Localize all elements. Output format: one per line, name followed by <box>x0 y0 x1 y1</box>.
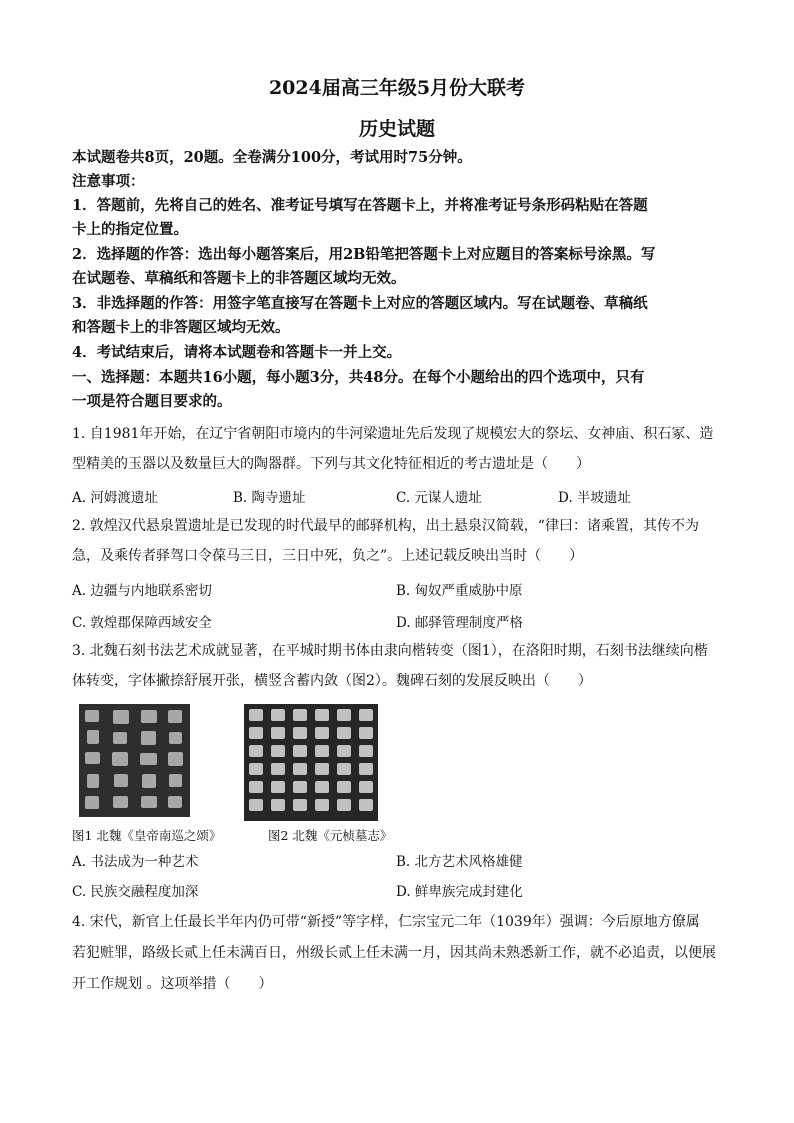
q3-option-b: B. 北方艺术风格雄健 <box>396 854 523 870</box>
figure-1-caption: 图1 北魏《皇帝南巡之颂》 <box>72 828 222 843</box>
q1-option-a: A. 河姆渡遗址 <box>72 490 158 506</box>
section1-heading-line-2: 一项是符合题目要求的。 <box>72 393 232 410</box>
exam-subject: 历史试题 <box>358 118 435 140</box>
q2-option-c: C. 敦煌郡保障西域安全 <box>72 615 212 631</box>
q4-stem-line-2: 若犯赃罪，路级长贰上任未满百日，州级长贰上任未满一月，因其尚未熟悉新工作，就不必追责，以便展 <box>72 945 716 961</box>
q2-option-d: D. 邮驿管理制度严格 <box>396 615 523 631</box>
q3-option-c: C. 民族交融程度加深 <box>72 884 199 900</box>
figure-2-rubbing-image <box>244 704 378 821</box>
exam-title: 2024届高三年级5月份大联考 <box>268 77 526 99</box>
q1-stem-line-1: 1. 自1981年开始，在辽宁省朝阳市境内的牛河梁遗址先后发现了规模宏大的祭坛、女神庙、积石冢、造 <box>72 426 714 442</box>
exam-summary: 本试题卷共8页，20题。全卷满分100分，考试用时75分钟。 <box>72 149 472 166</box>
q3-option-d: D. 鲜卑族完成封建化 <box>396 884 523 900</box>
q3-stem-line-2: 体转变，字体撇捺舒展开张，横竖含蓄内敛（图2）。魏碑石刻的发展反映出（ ） <box>72 673 592 689</box>
note-2-line-2: 在试题卷、草稿纸和答题卡上的非答题区域均无效。 <box>72 270 406 287</box>
note-1-line-2: 卡上的指定位置。 <box>72 221 188 238</box>
note-4-line-1: 4．考试结束后，请将本试题卷和答题卡一并上交。 <box>72 344 402 361</box>
q2-option-a: A. 边疆与内地联系密切 <box>72 583 212 599</box>
q1-option-d: D. 半坡遗址 <box>558 490 631 506</box>
note-1-line-1: 1．答题前，先将自己的姓名、准考证号填写在答题卡上，并将准考证号条形码粘贴在答题 <box>72 197 648 214</box>
section1-heading-line-1: 一、选择题：本题共16小题，每小题3分，共48分。在每个小题给出的四个选项中，只有 <box>72 369 645 386</box>
q1-option-c: C. 元谋人遗址 <box>396 490 482 506</box>
q1-stem-line-2: 型精美的玉器以及数量巨大的陶器群。下列与其文化特征相近的考古遗址是（ ） <box>72 456 590 472</box>
q2-option-b: B. 匈奴严重威胁中原 <box>396 583 523 599</box>
note-3-line-1: 3．非选择题的作答：用签字笔直接写在答题卡上对应的答题区域内。写在试题卷、草稿纸 <box>72 295 648 312</box>
q4-stem-line-1: 4. 宋代，新官上任最长半年内仍可带“新授”等字样，仁宗宝元二年（1039年）强调：今后原地方僚属 <box>72 914 700 930</box>
note-3-line-2: 和答题卡上的非答题区域均无效。 <box>72 319 290 336</box>
q1-option-b: B. 陶寺遗址 <box>233 490 306 506</box>
figure-1-rubbing-image <box>79 704 190 817</box>
figure-2-caption: 图2 北魏《元桢墓志》 <box>268 828 393 843</box>
q3-stem-line-1: 3. 北魏石刻书法艺术成就显著，在平城时期书体由隶向楷转变（图1），在洛阳时期，石刻书法继续向楷 <box>72 643 708 659</box>
q2-stem-line-1: 2. 敦煌汉代悬泉置遗址是已发现的时代最早的邮驿机构，出土悬泉汉简载，“律曰：诸乘置，其传不为 <box>72 518 699 534</box>
notes-heading: 注意事项： <box>72 173 145 190</box>
q2-stem-line-2: 急，及乘传者驿驾口令葆马三日，三日中死，负之”。上述记载反映出当时（ ） <box>72 548 584 564</box>
note-2-line-1: 2．选择题的作答：选出每小题答案后，用2B铅笔把答题卡上对应题目的答案标号涂黑。写 <box>72 246 656 263</box>
q4-stem-line-3: 开工作规划 。这项举措（ ） <box>72 976 273 992</box>
q3-option-a: A. 书法成为一种艺术 <box>72 854 199 870</box>
